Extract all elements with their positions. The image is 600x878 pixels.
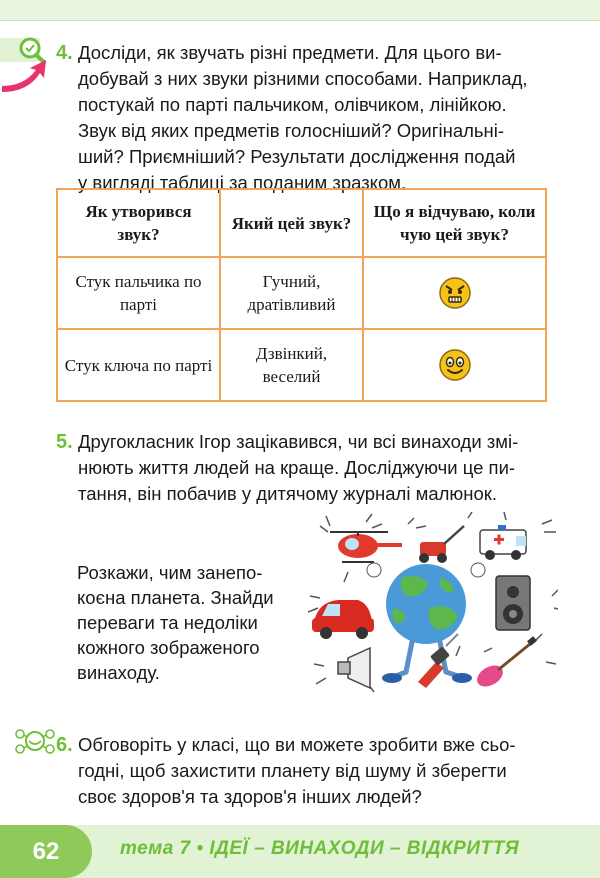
speaker-icon — [496, 576, 530, 630]
task6-line: Обговоріть у класі, що ви можете зробити вже сьо- — [78, 734, 516, 755]
ambulance-icon — [480, 525, 526, 560]
results-table — [56, 188, 547, 402]
task5-side-line: Розкажи, чим занепо- — [77, 562, 263, 583]
noisy-planet-illustration — [308, 512, 558, 702]
table-header-row — [57, 189, 546, 257]
task4-line: ший? Приємніший? Результати дослідження подай — [78, 146, 516, 167]
table-cell: Стук ключа по парті — [57, 329, 220, 401]
task4-text — [78, 40, 548, 196]
magnifier-search-icon — [0, 34, 56, 96]
task5-number: 5. — [56, 431, 73, 453]
task4-line: Досліди, як звучать різні предмети. Для цього ви- — [78, 42, 502, 63]
task4-line: добувай з них звуки різними способами. Наприклад, — [78, 68, 528, 89]
task6-line: годні, щоб захистити планету від шуму й зберегти — [78, 760, 507, 781]
table-row — [57, 329, 546, 401]
task4-line: у вигляді таблиці за поданим зразком. — [78, 172, 407, 193]
car-icon — [312, 600, 374, 639]
task5-side-line: винаходу. — [77, 662, 160, 683]
table-header: Що я відчуваю, коли чую цей звук? — [363, 189, 546, 257]
task5-text — [78, 429, 548, 507]
angry-face-icon — [438, 276, 472, 310]
task5-side-line: переваги та недоліки — [77, 612, 258, 633]
task6-number: 6. — [56, 734, 73, 756]
lawnmower-icon — [419, 526, 464, 563]
task6-text — [78, 732, 548, 810]
page-number: 62 — [32, 838, 60, 865]
helicopter-icon — [330, 532, 402, 562]
task5-question — [77, 560, 287, 685]
task5-side-line: кожного зображеного — [77, 637, 260, 658]
table-row — [57, 257, 546, 329]
table-header: Як утворився звук? — [57, 189, 220, 257]
table-cell: Стук пальчика по парті — [57, 257, 220, 329]
table-cell: Дзвінкий, веселий — [220, 329, 363, 401]
task5-line: нюють життя людей на краще. Досліджуючи це пи- — [78, 457, 516, 478]
table-cell — [363, 257, 546, 329]
table-cell: Гучний, дратівливий — [220, 257, 363, 329]
theme-title: тема 7 • ІДЕЇ – ВИНАХОДИ – ВІДКРИТТЯ — [120, 838, 520, 859]
planet-earth-icon — [367, 563, 485, 683]
task4-number: 4. — [56, 42, 73, 64]
smiling-face-icon — [438, 348, 472, 382]
task4-line: постукай по парті пальчиком, олівчиком, лінійкою. — [78, 94, 507, 115]
discussion-group-icon — [14, 726, 56, 756]
table-cell — [363, 329, 546, 401]
page-number-tab — [0, 825, 92, 878]
top-band — [0, 0, 600, 21]
task4-line: Звук від яких предметів голосніший? Оригінальні- — [78, 120, 505, 141]
task5-line: тання, він побачив у дитячому журналі малюнок. — [78, 483, 498, 504]
megaphone-icon — [338, 648, 370, 688]
table-header: Який цей звук? — [220, 189, 363, 257]
task5-side-line: коєна планета. Знайди — [77, 587, 274, 608]
task5-line: Другокласник Ігор зацікавився, чи всі винаходи змі- — [78, 431, 519, 452]
electric-guitar-icon — [473, 636, 537, 691]
task6-line: своє здоров'я та здоров'я інших людей? — [78, 786, 422, 807]
